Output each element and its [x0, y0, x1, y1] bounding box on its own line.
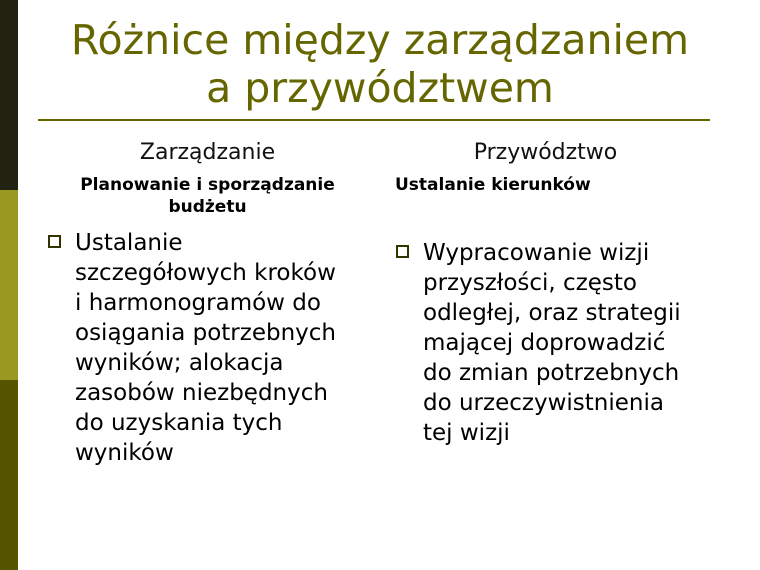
right-column-heading: Przywództwo: [473, 140, 618, 165]
title-divider: [38, 119, 710, 121]
left-column: [45, 138, 370, 468]
square-bullet-icon: [48, 235, 61, 248]
slide-title: Różnice między zarządzaniem a przywództwem: [70, 16, 690, 112]
right-bullet-item: [393, 238, 718, 448]
left-bullet-text: Ustalanie szczegółowych kroków i harmonogramów do osiągania potrzebnych wyników; alokacja zasobów niezbędnych do uzyskania tych wyników: [75, 230, 336, 466]
left-bullet-item: [45, 228, 370, 468]
left-column-subheading: Planowanie i sporządzanie budżetu: [80, 175, 335, 217]
left-column-heading: Zarządzanie: [139, 140, 276, 165]
side-bar-middle-segment: [0, 190, 18, 380]
right-column: [393, 138, 718, 448]
right-column-subheading: Ustalanie kierunków: [395, 175, 591, 195]
right-bullet-text: Wypracowanie wizji przyszłości, często odległej, oraz strategii mającej doprowadzić do zmian potrzebnych do urzeczywistnienia tej wizji: [423, 240, 681, 446]
side-bar-bottom-segment: [0, 380, 18, 570]
square-bullet-icon: [396, 245, 409, 258]
side-bar-top-segment: [0, 0, 18, 190]
